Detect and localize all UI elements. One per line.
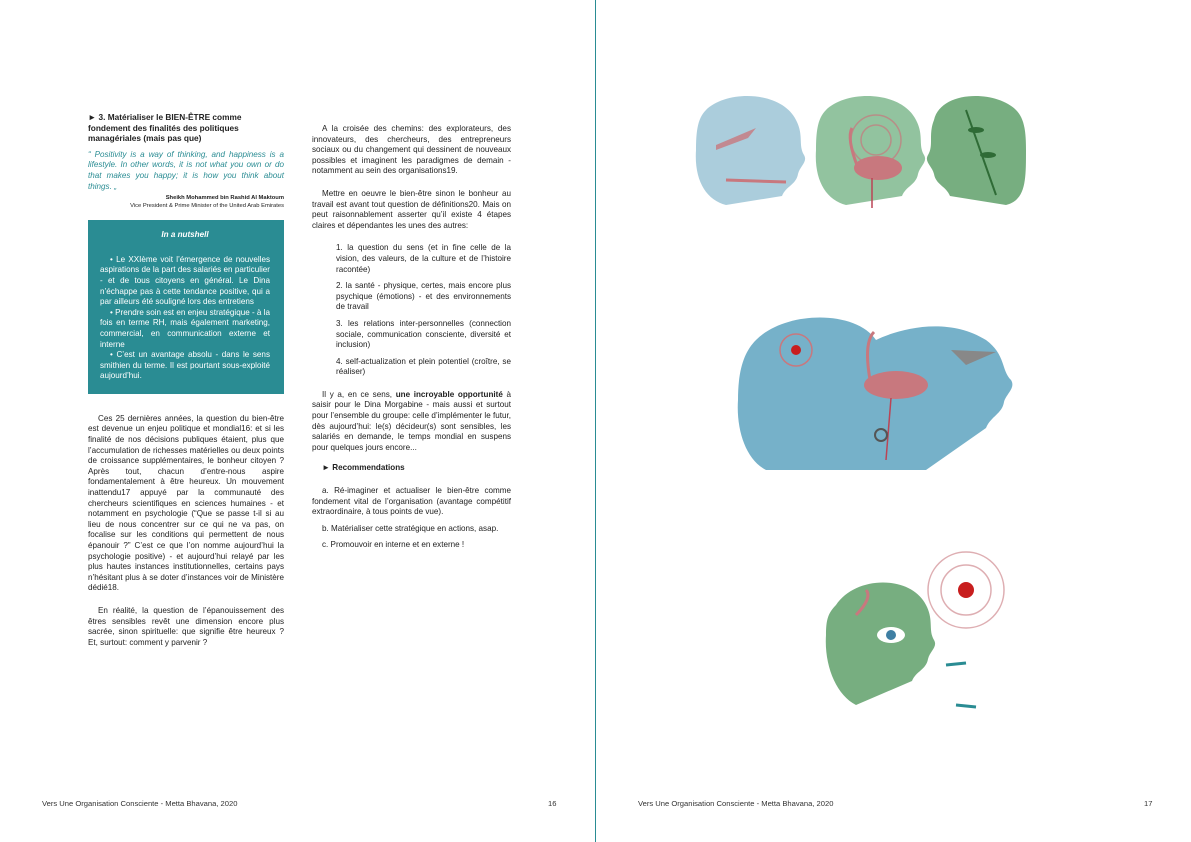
three-heads-illustration xyxy=(686,90,1026,220)
steps-list xyxy=(336,243,511,378)
recommendation-item: a. Ré-imaginer et actualiser le bien-être comme fondement vital de l’organisation (avantage compétitif extraordinaire, à tous points de vue). xyxy=(312,486,511,517)
list-item: 3. les relations inter-personnelles (connection sociale, communication consciente, diversité et inclusion) xyxy=(336,318,511,350)
right-page xyxy=(596,0,1191,842)
overlapping-heads-illustration xyxy=(726,310,1026,480)
head-right-illustration xyxy=(927,96,1026,205)
nutshell-item: • Le XXIème voit l’émergence de nouvelles aspirations de la part des salariés en particulier - et de tous citoyens en général. Le Dina n’échappe pas à cette tendance positive, qui a par ailleurs été souligné lors des entretiens xyxy=(100,254,270,307)
body-paragraph: A la croisée des chemins: des explorateurs, des innovateurs, des chercheurs, des entrepreneurs sociaux ou du changement qui dessinent de nouveaux possibles et imaginent les paradigmes de demain - notamment au sein des organisations19. xyxy=(312,124,511,176)
quote-role: Vice President & Prime Minister of the United Arab Emirates xyxy=(130,203,284,210)
head-middle-illustration xyxy=(816,96,925,208)
footer-text: Vers Une Organisation Consciente - Metta Bhavana, 2020 xyxy=(638,799,834,808)
nutshell-item: • Prendre soin est en enjeu stratégique - à la fois en terme RH, mais également marketing, commercial, en communication externe et interne xyxy=(100,307,270,349)
left-column xyxy=(88,112,284,648)
text-run: à saisir pour le Dina Morgabine - mais aussi et surtout pour l’ensemble du groupe: celle d’implémenter le futur, dès aujourd’hui: le(s) décideur(s) sont sensibles, les salariés en demande, le temps mondial en suspens pour quelques jours encore... xyxy=(312,389,512,452)
recommendation-item: c. Promouvoir en interne et en externe ! xyxy=(322,540,465,550)
page-number: 17 xyxy=(1144,799,1153,808)
list-item: 4. self-actualization et plein potentiel (croître, se réaliser) xyxy=(336,356,511,377)
body-paragraph: Mettre en oeuvre le bien-être sinon le bonheur au travail est avant tout question de définitions20. Mais on peut raisonnablement asserter qu’il existe 4 étapes claires et dépendantes les unes des autres: xyxy=(312,188,511,230)
footer-text: Vers Une Organisation Consciente - Metta Bhavana, 2020 xyxy=(42,799,238,808)
text-run: Il y a, en ce sens, xyxy=(322,389,396,399)
eye-head-illustration xyxy=(816,545,1006,725)
page-number: 16 xyxy=(548,799,557,808)
recommendation-item: b. Matérialiser cette stratégique en actions, asap. xyxy=(322,523,499,533)
quote: “ Positivity is a way of thinking, and happiness is a lifestyle. In other words, it is not what you own or do that makes you happy; it is how you think about things. „ xyxy=(88,149,284,191)
body-paragraph: En réalité, la question de l’épanouissement des êtres sensibles revêt une dimension encore plus sacrée, sinon spirituelle: que signifie être heureux ? Et, surtout: comment y parvenir ? xyxy=(88,605,284,647)
body-paragraph: Ces 25 dernières années, la question du bien-être est devenue un enjeu politique et mondial16: et si les finalité de nos décisions publiques étaient, plus que l’accumulation de richesses matérielles ou deux points de croissance supplémentaires, le bonheur citoyen ? Après tout, chacun d’entre-nous aspire fondamentalement à être heureux. Un mouvement inattendu17 appuyé par la communauté des chercheurs scientifiques en sciences humaines - et notamment en psychologie (“Que se passe t-il si au lieu de nous concentrer sur ce qui ne va pas, on focalise sur les conditions qui permettent de nous épanouir ?” C’est ce que l’on nomme aujourd’hui la psychologie positive) - et aujourd’hui relayé par les plus hautes instances institutionnelles, certains pays n’hésitant plus à se doter d’instances voir de Ministère dédié18. xyxy=(88,413,284,593)
list-item: 1. la question du sens (et in fine celle de la vision, des valeurs, de la culture et de l’histoire racontée) xyxy=(336,243,511,274)
emphasis: une incroyable opportunité xyxy=(395,389,503,399)
nutshell-title: In a nutshell xyxy=(161,230,209,240)
nutshell-box xyxy=(88,220,284,394)
nutshell-item: • C’est un avantage absolu - dans le sens smithien du terme. Il est pourtant sous-exploité aujourd’hui. xyxy=(100,350,270,381)
recommendations-heading: ► Recommendations xyxy=(322,463,405,473)
section-heading: ► 3. Matérialiser le BIEN-ÊTRE comme fondement des finalités des politiques managériales (mais pas que) xyxy=(88,112,242,144)
body-paragraph xyxy=(312,390,511,454)
left-page xyxy=(0,0,595,842)
right-column xyxy=(312,124,511,551)
quote-author: Sheikh Mohammed bin Rashid Al Maktoum xyxy=(165,195,284,202)
head-left-illustration xyxy=(696,96,805,205)
list-item: 2. la santé - physique, certes, mais encore plus psychique (émotions) - et des environnements de travail xyxy=(336,281,511,312)
